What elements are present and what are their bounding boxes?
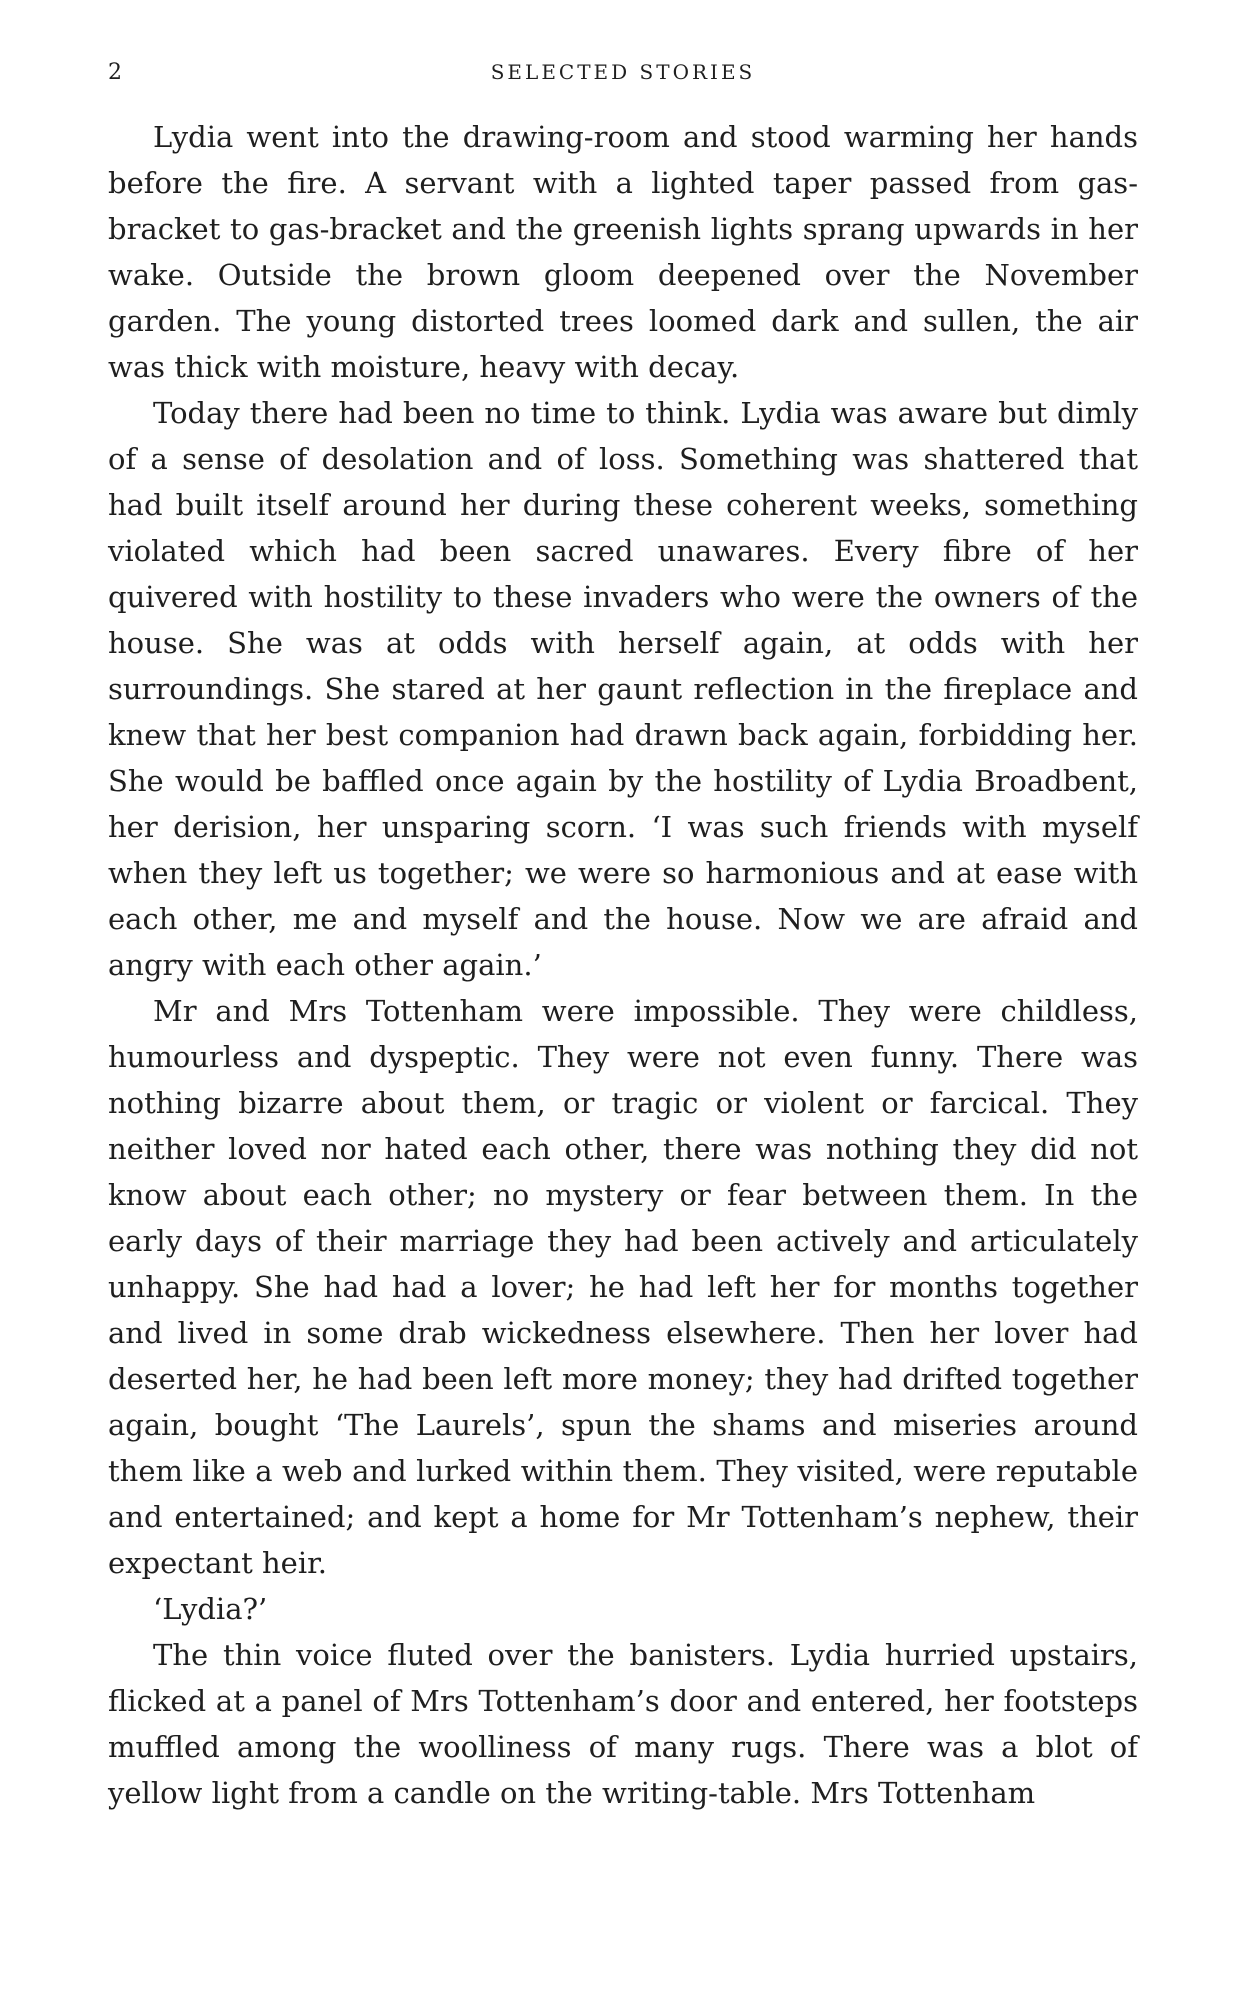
- paragraph: The thin voice fluted over the banisters. Lydia hurried upstairs, flicked at a panel of Mrs Tottenham’s door and entered, her footsteps muffled among the woolliness of many rugs. There was a blot of yellow light from a candle on the writing-table. Mrs Tottenham: [108, 1638, 1138, 1810]
- running-title: SELECTED STORIES: [490, 60, 756, 84]
- running-head: [108, 60, 1138, 90]
- paragraph: Lydia went into the drawing-room and stood warming her hands before the fire. A servant with a lighted taper passed from gas-bracket to gas-bracket and the greenish lights sprang upwards in her wake. Outside the brown gloom deepened over the November garden. The young distorted trees loomed dark and sullen, the air was thick with moisture, heavy with decay.: [108, 120, 1138, 384]
- paragraph: Mr and Mrs Tottenham were impossible. They were childless, humourless and dyspeptic. They were not even funny. There was nothing bizarre about them, or tragic or violent or farcical. They neither loved nor hated each other, there was nothing they did not know about each other; no mystery or fear between them. In the early days of their marriage they had been actively and articulately unhappy. She had had a lover; he had left her for months together and lived in some drab wickedness elsewhere. Then her lover had deserted her, he had been left more money; they had drifted together again, bought ‘The Laurels’, spun the shams and miseries around them like a web and lurked within them. They visited, were reputable and entertained; and kept a home for Mr Tottenham’s nephew, their expectant heir.: [108, 994, 1138, 1580]
- body-text: [108, 114, 1138, 1816]
- page-number: 2: [108, 60, 123, 85]
- paragraph: ‘Lydia?’: [153, 1592, 268, 1626]
- paragraph: Today there had been no time to think. Lydia was aware but dimly of a sense of desolation and of loss. Something was shattered that had built itself around her during these coherent weeks, something violated which had been sacred unawares. Every fibre of her quivered with hostility to these invaders who were the owners of the house. She was at odds with herself again, at odds with her surroundings. She stared at her gaunt reflection in the fireplace and knew that her best companion had drawn back again, forbidding her. She would be baffled once again by the hostility of Lydia Broadbent, her derision, her unsparing scorn. ‘I was such friends with myself when they left us together; we were so harmonious and at ease with each other, me and myself and the house. Now we are afraid and angry with each other again.’: [108, 396, 1138, 982]
